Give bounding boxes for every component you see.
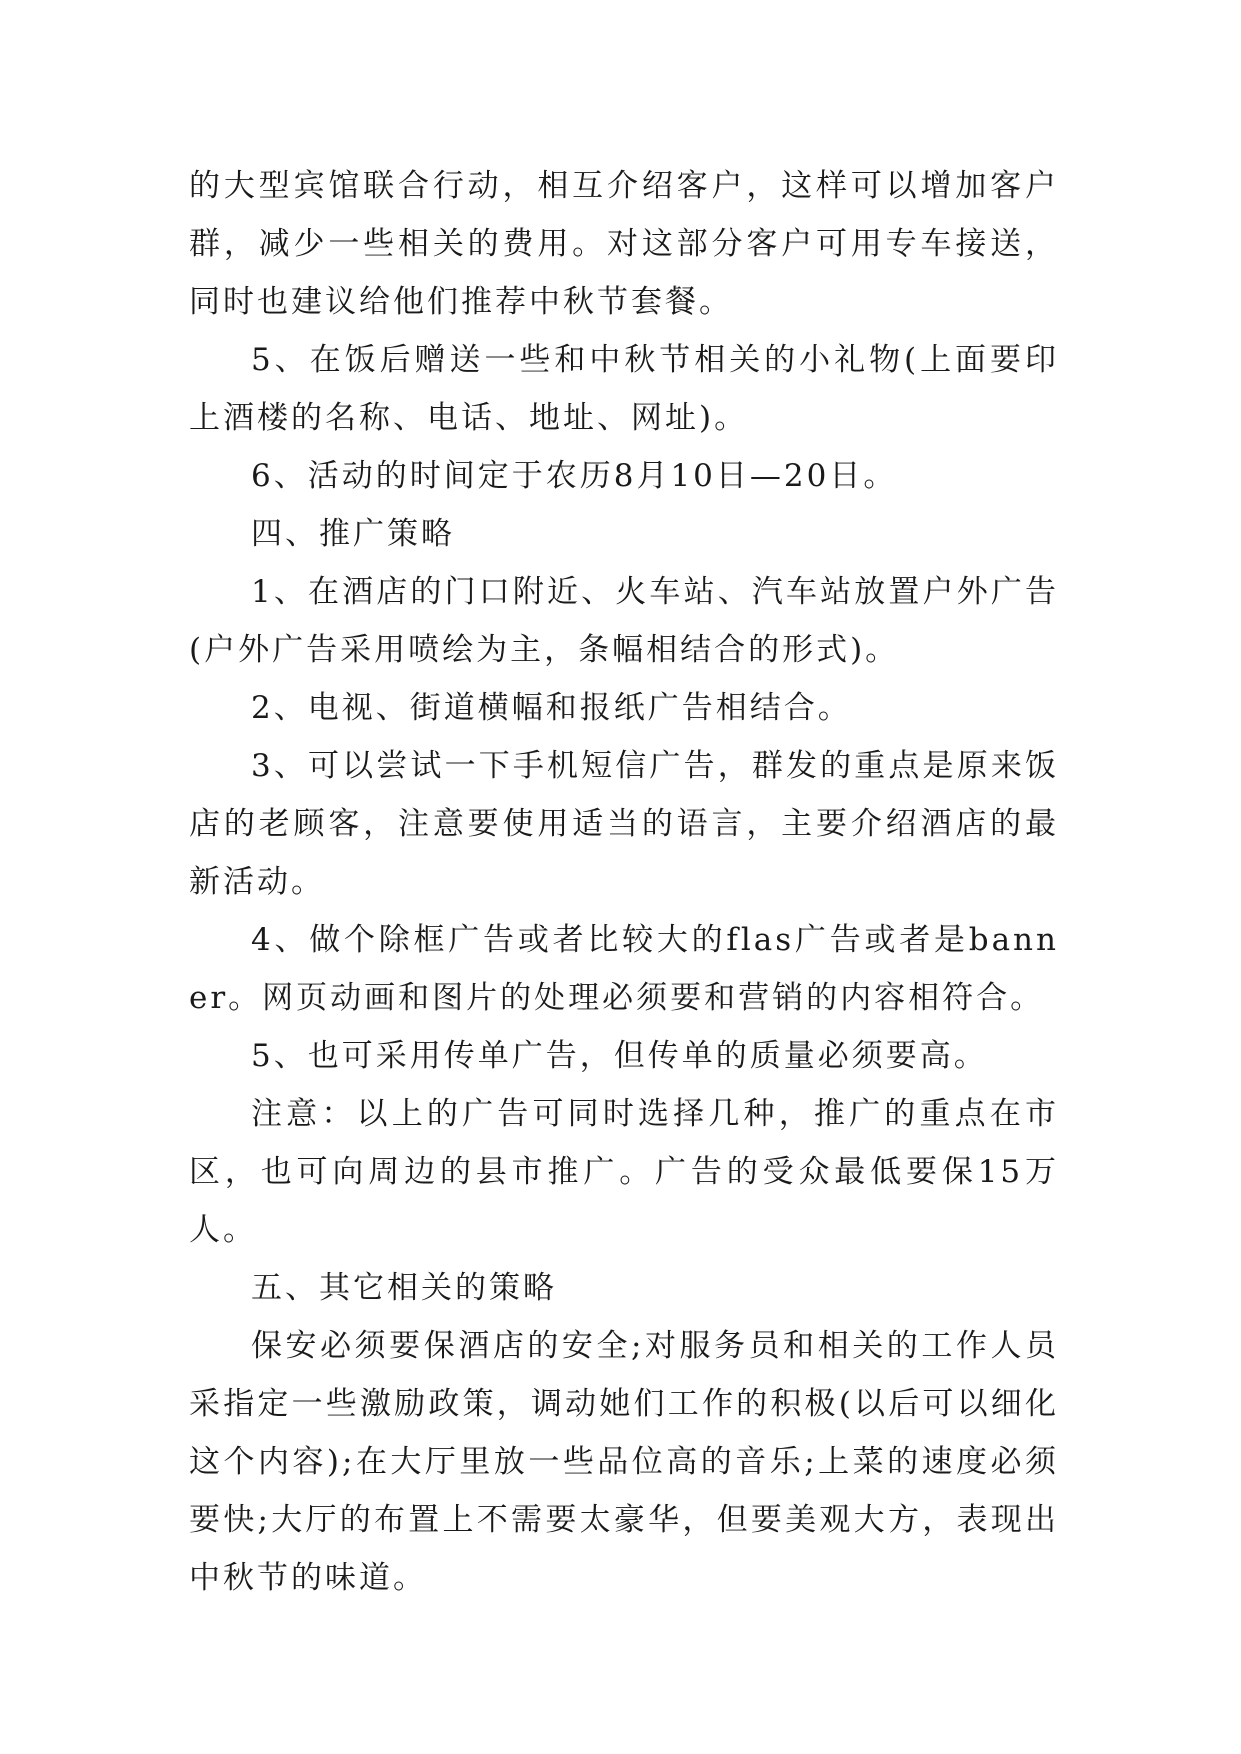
paragraph-promo-4: 4、做个除框广告或者比较大的flas广告或者是banner。网页动画和图片的处理必须要和营销的内容相符合。 — [189, 922, 1059, 1016]
paragraph-continuation: 的大型宾馆联合行动，相互介绍客户，这样可以增加客户群，减少一些相关的费用。对这部分客户可用专车接送，同时也建议给他们推荐中秋节套餐。 — [189, 168, 1059, 320]
paragraph-promo-1: 1、在酒店的门口附近、火车站、汽车站放置户外广告(户外广告采用喷绘为主，条幅相结合的形式)。 — [189, 574, 1059, 668]
section-heading-other: 五、其它相关的策略 — [251, 1270, 557, 1306]
document-body — [189, 157, 1059, 1607]
paragraph-item-6-time: 6、活动的时间定于农历8月10日—20日。 — [251, 458, 898, 494]
paragraph-other-strategies: 保安必须要保酒店的安全;对服务员和相关的工作人员采指定一些激励政策，调动她们工作的积极(以后可以细化这个内容);在大厅里放一些品位高的音乐;上菜的速度必须要快;大厅的布置上不需要太豪华，但要美观大方，表现出中秋节的味道。 — [189, 1328, 1059, 1596]
section-heading-promotion: 四、推广策略 — [251, 516, 455, 552]
paragraph-note: 注意：以上的广告可同时选择几种，推广的重点在市区，也可向周边的县市推广。广告的受众最低要保15万人。 — [189, 1096, 1059, 1248]
paragraph-item-5-gift: 5、在饭后赠送一些和中秋节相关的小礼物(上面要印上酒楼的名称、电话、地址、网址)。 — [189, 342, 1059, 436]
paragraph-promo-2: 2、电视、街道横幅和报纸广告相结合。 — [251, 690, 852, 726]
paragraph-promo-5: 5、也可采用传单广告，但传单的质量必须要高。 — [251, 1038, 988, 1074]
paragraph-promo-3: 3、可以尝试一下手机短信广告，群发的重点是原来饭店的老顾客，注意要使用适当的语言，主要介绍酒店的最新活动。 — [189, 748, 1059, 900]
